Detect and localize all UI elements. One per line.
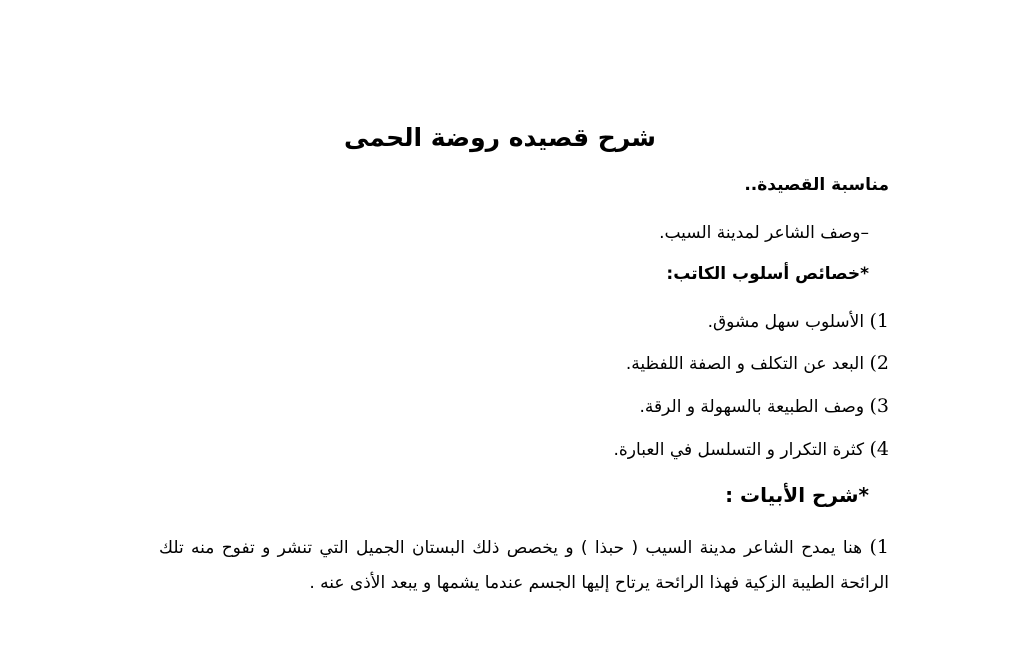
style-item-number: 4) [869,438,889,460]
paragraph-number: 1) [869,536,890,558]
style-item-number: 3) [869,395,889,417]
occasion-text: –وصف الشاعر لمدينة السيب. [659,223,869,243]
paragraph-text: هنا يمدح الشاعر مدينة السيب ( حبذا ) و يخصص ذلك البستان الجميل التي تنشر و تفوح منه تلك الرائحة الطيبة الزكية فهذا الرائحة يرتاح إليها الجسم عندما يشمها و يبعد الأذى عنه . [159,538,889,593]
verses-paragraph-1 [159,530,889,600]
style-item-1 [708,307,889,336]
style-item-number: 1) [869,310,889,332]
document-title: شرح قصيده روضة الحمى [344,123,656,152]
occasion-heading: مناسبة القصيدة.. [744,175,889,195]
style-heading: *خصائص أسلوب الكاتب: [666,264,869,284]
style-item-text: كثرة التكرار و التسلسل في العبارة. [613,440,865,460]
style-item-number: 2) [869,352,889,374]
verses-heading: *شرح الأبيات : [725,483,869,507]
style-item-text: الأسلوب سهل مشوق. [707,312,865,332]
style-item-4 [614,435,890,464]
style-item-text: البعد عن التكلف و الصفة اللفظية. [625,354,865,374]
style-item-text: وصف الطبيعة بالسهولة و الرقة. [639,397,865,417]
style-item-2 [626,349,889,378]
style-item-3 [639,392,889,421]
